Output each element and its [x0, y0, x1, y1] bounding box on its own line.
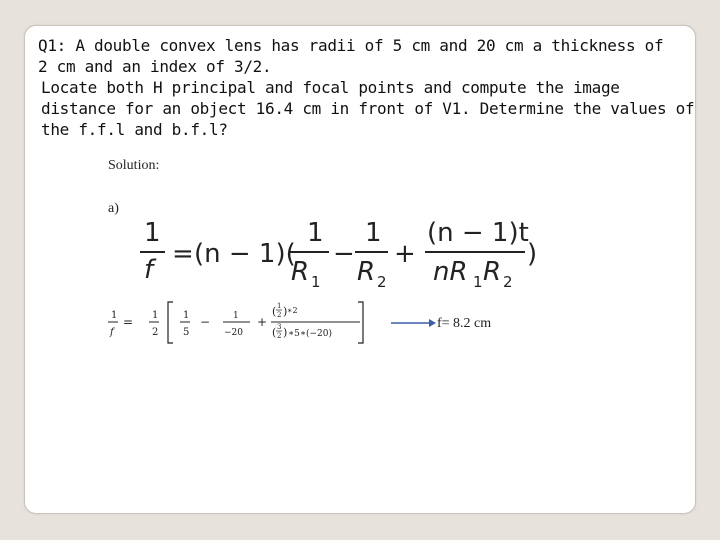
formula-lhs-num: 1 [144, 218, 161, 248]
formula-frac3-sub1: 1 [473, 273, 483, 291]
result-text: f= 8.2 cm [437, 316, 492, 331]
arrow-head [429, 319, 436, 327]
sub-c-den-close: ) [283, 326, 288, 339]
formula-graphic [25, 26, 695, 513]
sub-c-den-frac-d: 2 [277, 332, 282, 340]
slide-card [24, 25, 696, 514]
question-line-1: Q1: A double convex lens has radii of 5 cm and 20 cm a thickness of [38, 36, 664, 55]
sub-half-num: 1 [152, 310, 159, 321]
question-line-3: Locate both H principal and focal points and compute the image [41, 78, 620, 97]
sub-c-num-frac-n: 1 [277, 302, 282, 310]
formula-lhs-den: f [144, 255, 154, 285]
formula-frac1-sub: 1 [311, 273, 321, 291]
sub-plus: + [257, 315, 268, 329]
formula-frac1-num: 1 [307, 218, 324, 248]
sub-lhs-den: f [110, 327, 114, 338]
sub-b-num: 1 [233, 311, 239, 321]
sub-c-num-close: ) [283, 305, 288, 318]
solution-heading: Solution: [108, 158, 160, 173]
part-label: a) [108, 201, 119, 216]
formula-n-minus-1: (n − 1)( [194, 239, 296, 269]
sub-c-num-tail: ∗2 [287, 306, 298, 315]
sub-c-den-open: ( [272, 326, 277, 339]
formula-frac3-den: nR [433, 257, 468, 287]
sub-c-den-frac-n: 3 [277, 323, 282, 331]
sub-minus: − [200, 315, 211, 329]
sub-c-num-open: ( [272, 305, 277, 318]
sub-left-bracket [168, 302, 173, 343]
formula-frac2-num: 1 [365, 218, 382, 248]
formula-plus: + [394, 239, 416, 269]
formula-minus: − [333, 239, 355, 269]
formula-frac1-den: R [291, 257, 310, 287]
formula-frac2-sub: 2 [377, 273, 387, 291]
sub-b-den: −20 [224, 328, 243, 338]
question-line-2: 2 cm and an index of 3/2. [38, 57, 272, 76]
formula-frac3-den-r2: R [483, 257, 502, 287]
formula-frac3-sub2: 2 [503, 273, 513, 291]
sub-a-den: 5 [183, 327, 190, 338]
sub-c-num-frac-d: 2 [277, 311, 282, 319]
question-line-4: distance for an object 16.4 cm in front of V1. Determine the values of [41, 99, 695, 118]
question-line-5: the f.f.l and b.f.l? [41, 120, 228, 139]
formula-eq: = [172, 239, 194, 269]
sub-c-den-tail: ∗5∗(−20) [288, 329, 332, 339]
formula-frac2-den: R [357, 257, 376, 287]
sub-eq: = [123, 315, 134, 329]
sub-a-num: 1 [183, 310, 190, 321]
formula-frac3-num: (n − 1)t [427, 218, 529, 248]
sub-lhs-num: 1 [111, 310, 118, 321]
formula-close: ) [527, 239, 538, 269]
sub-half-den: 2 [152, 327, 159, 338]
